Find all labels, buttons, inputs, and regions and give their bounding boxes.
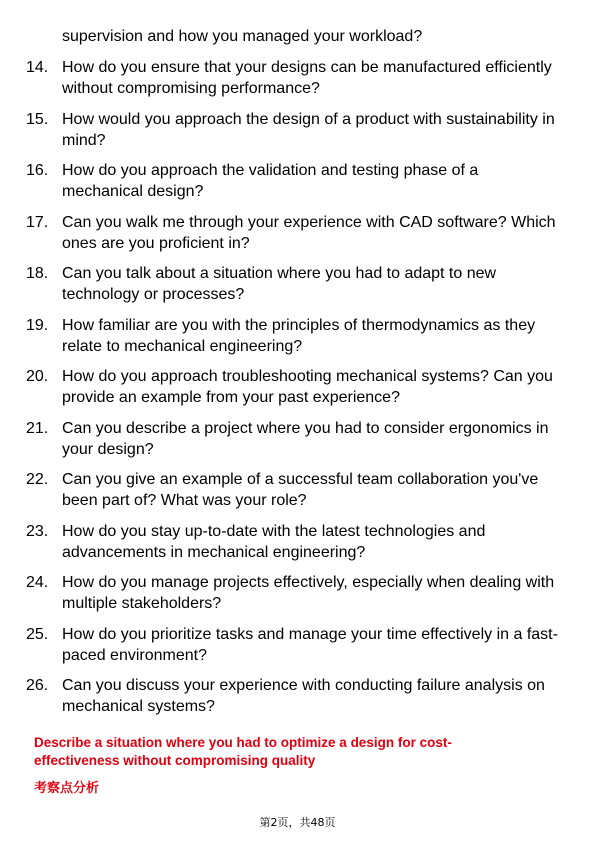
question-text: Can you talk about a situation where you had to adapt to new technology or processes? xyxy=(62,265,497,303)
question-text: How familiar are you with the principles of thermodynamics as they relate to mechanical engineering? xyxy=(62,316,536,355)
question-number: 15. xyxy=(26,110,49,128)
question-text: How do you approach the validation and testing phase of a mechanical design? xyxy=(62,162,479,200)
question-number: 17. xyxy=(26,213,49,231)
question-number: 22. xyxy=(26,471,49,488)
list-item xyxy=(0,572,595,614)
list-item xyxy=(0,521,595,563)
question-number: 26. xyxy=(26,677,49,694)
question-number: 19. xyxy=(26,316,49,334)
question-number: 24. xyxy=(26,574,49,591)
question-text: Can you discuss your experience with conducting failure analysis on mechanical systems? xyxy=(62,677,545,715)
list-item xyxy=(0,366,595,408)
list-item xyxy=(0,624,595,666)
question-number: 14. xyxy=(26,59,49,76)
question-text: Can you walk me through your experience with CAD software? Which ones are you proficient in? xyxy=(62,213,556,252)
question-list xyxy=(0,57,595,727)
question-text: How do you prioritize tasks and manage your time effectively in a fast-paced environment? xyxy=(62,625,558,664)
list-item xyxy=(0,57,595,99)
list-item xyxy=(0,675,595,717)
analysis-section-label: 考察点分析 xyxy=(34,781,100,796)
question-text: How do you stay up-to-date with the latest technologies and advancements in mechanical engineering? xyxy=(62,522,486,561)
question-text: How would you approach the design of a product with sustainability in mind? xyxy=(62,110,555,149)
list-item xyxy=(0,109,595,151)
highlighted-question-heading: Describe a situation where you had to optimize a design for cost-effectiveness without compromising quality xyxy=(34,735,452,768)
question-text: Can you give an example of a successful team collaboration you've been part of? What was your role? xyxy=(62,471,539,509)
question-text: How do you manage projects effectively, especially when dealing with multiple stakeholders? xyxy=(62,574,555,612)
question-number: 23. xyxy=(26,522,49,540)
list-item xyxy=(0,418,595,460)
list-item xyxy=(0,469,595,511)
question-text: How do you approach troubleshooting mechanical systems? Can you provide an example from your past experience? xyxy=(62,368,553,406)
list-item xyxy=(0,212,595,254)
page-number-footer: 第2页，共48页 xyxy=(259,816,336,829)
question-number: 16. xyxy=(26,162,49,179)
question-text: How do you ensure that your designs can be manufactured efficiently without compromising performance? xyxy=(62,59,552,97)
question-number: 21. xyxy=(26,419,49,437)
continuation-text: supervision and how you managed your workload? xyxy=(62,28,423,45)
question-number: 18. xyxy=(26,265,49,282)
question-text: Can you describe a project where you had to consider ergonomics in your design? xyxy=(62,419,549,458)
list-item xyxy=(0,263,595,305)
question-number: 20. xyxy=(26,368,49,385)
question-number: 25. xyxy=(26,625,49,643)
list-item xyxy=(0,160,595,202)
list-item xyxy=(0,315,595,357)
